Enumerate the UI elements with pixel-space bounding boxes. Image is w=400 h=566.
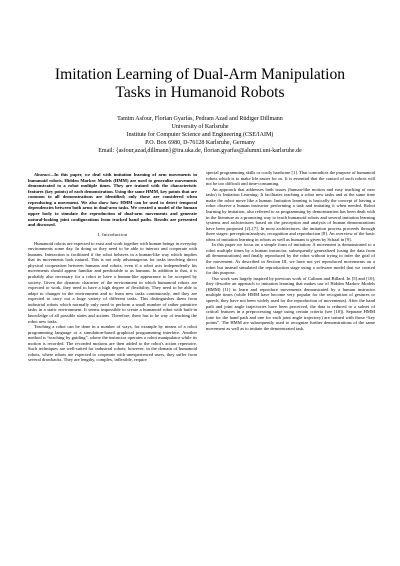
abstract — [28, 172, 197, 228]
affiliation-line: P.O. Box 6980, D-76128 Karlsruhe, Germany — [145, 140, 255, 146]
abstract-text: —In this paper, we deal with imitation learning of arm movements in humanoid robots. Hidden Markov Models (HMM) are used to generalize movements demonstrated to a robot multiple times. They are trained with the characteristic features (key points) of each demonstration. Using the same HMM, key points that are common to all demonstrations are identified; only those are considered when reproducing a movement. We also show how HMM can be used to detect temporal dependencies between both arms in dual-arm tasks. We created a model of the human upper body to simulate the reproduction of dual-arm movements and generate natural-looking joint configurations from tracked hand paths. Results are presented and discussed. — [28, 172, 197, 228]
affiliation-line: University of Karlsruhe — [171, 124, 229, 130]
author-names: Tamim Asfour, Florian Gyarfas, Pedram Azad and Rüdiger Dillmann — [117, 116, 283, 122]
body-paragraph: special programming skills or costly hardware [1]. That contradicts the purpose of humanoid robots which is to make life easier for us. It is essential that the control of such robots will not be too difficult and time-consuming. — [206, 170, 375, 187]
abstract-label: Abstract — [34, 172, 50, 177]
body-paragraph: Teaching a robot can be done in a number of ways, for example by means of a robot programming language or a simulation-based graphical programming interface. Another method is “teaching by guiding”, where the instructor operates a robot manipulator while its motion is recorded. The recorded motions are then added to the robot's action repertoire. Such techniques are well-suited for industrial robots; however, in the domain of humanoid robots, where robots are expected to cooperate with unexperienced users, they suffer from several drawbacks. They are lengthy, complex, inflexible, require — [28, 324, 197, 363]
section-heading-introduction: I. Introduction — [97, 231, 128, 237]
body-paragraph: Humanoid robots are expected to exist and work together with human beings in everyday environments some day. In doing so they need to be able to interact and cooperate with humans. Interaction is facilitated if the robot behaves in a human-like way which implies that its movements look natural. This is not only advantageous for tasks involving direct physical cooperation between humans and robots; even if a robot acts independently his movements should appear familiar and predictable to us humans. In addition to that, it is probably also necessary for a robot to have a human-like appearance to be accepted by society. Given the dynamic character of the environment in which humanoid robots are expected to work, they need to have a high degree of flexibility. They need to be able to adapt to changes in the environment and to learn new tasks continuously, and they are expected to carry out a huge variety of different tasks. This distinguishes them from industrial robots which normally only need to perform a small number of rather primitive tasks in a static environment. It seems impossible to create a humanoid robot with built-in knowledge of all possible states and actions. Therefore, there has to be way of teaching the robot new tasks. — [28, 240, 197, 324]
paper-title — [20, 66, 380, 102]
title-line: Imitation Learning of Dual-Arm Manipulation — [54, 66, 346, 83]
author-block — [20, 115, 380, 155]
right-column — [206, 170, 375, 331]
affiliation-line: Institute for Computer Science and Engineering (CSE/IAIM) — [126, 132, 274, 138]
body-paragraph: An approach that addresses both issues (human-like motion and easy teaching of new tasks) is Imitation Learning: It facilitates teaching a robot new tasks and at the same time make the robot move like a human. Imitation learning is basically the concept of having a robot observe a human instructor performing a task and imitating it when needed. Robot learning by imitation, also referred to as programming by demonstration has been dealt with in the literature as a promising way to teach humanoid robots and several imitation learning systems and architectures based on the perception and analysis of human demonstrations have been proposed [2]–[7]. In most architectures, the imitation process proceeds through three stages: perception/analysis, recognition and reproduction [8]. An overview of the basic ideas of imitation learning in robots as well as humans is given by Schaal in [9]. — [206, 186, 375, 242]
left-column — [28, 172, 197, 363]
title-line: Tasks in Humanoid Robots — [115, 84, 285, 101]
body-paragraph: Our work was largely inspired by previous work of Calinon and Billard. In [5] and [10], they describe an approach to imitation learning that makes use of Hidden Markov Models (HMM) [11] to learn and reproduce movements demonstrated by a human instructor multiple times (while HMM have become very popular for the recognition of gestures or speech, they have not been widely used for the reproduction of movements). After the hand path and joint angle trajectories have been perceived, the data is reduced to a subset of critical features in a preprocessing stage using certain criteria (see [10]). Separate HMM (one for the hand path and one for each joint angle trajectory) are trained with those “key points”. The HMM are subsequently used to recognize further demonstrations of the same movement as well as to imitate the demonstrated task. — [206, 275, 375, 331]
author-email: Email: {asfour,azad,dillmann}@ira.uka.de, florian.gyarfas@alumni.uni-karlsruhe.de — [98, 148, 302, 154]
body-paragraph: In this paper we focus on a simple form of imitation: A movement is demonstrated to a robot multiple times by a human instructor, subsequently generalized (using the data from all demonstrations) and finally reproduced by the robot without trying to infer the goal of the movement. As described in Section III, we have not yet reproduced movements on a robot but instead simulated the reproduction stage using a software model that we created for this purpose. — [206, 242, 375, 276]
